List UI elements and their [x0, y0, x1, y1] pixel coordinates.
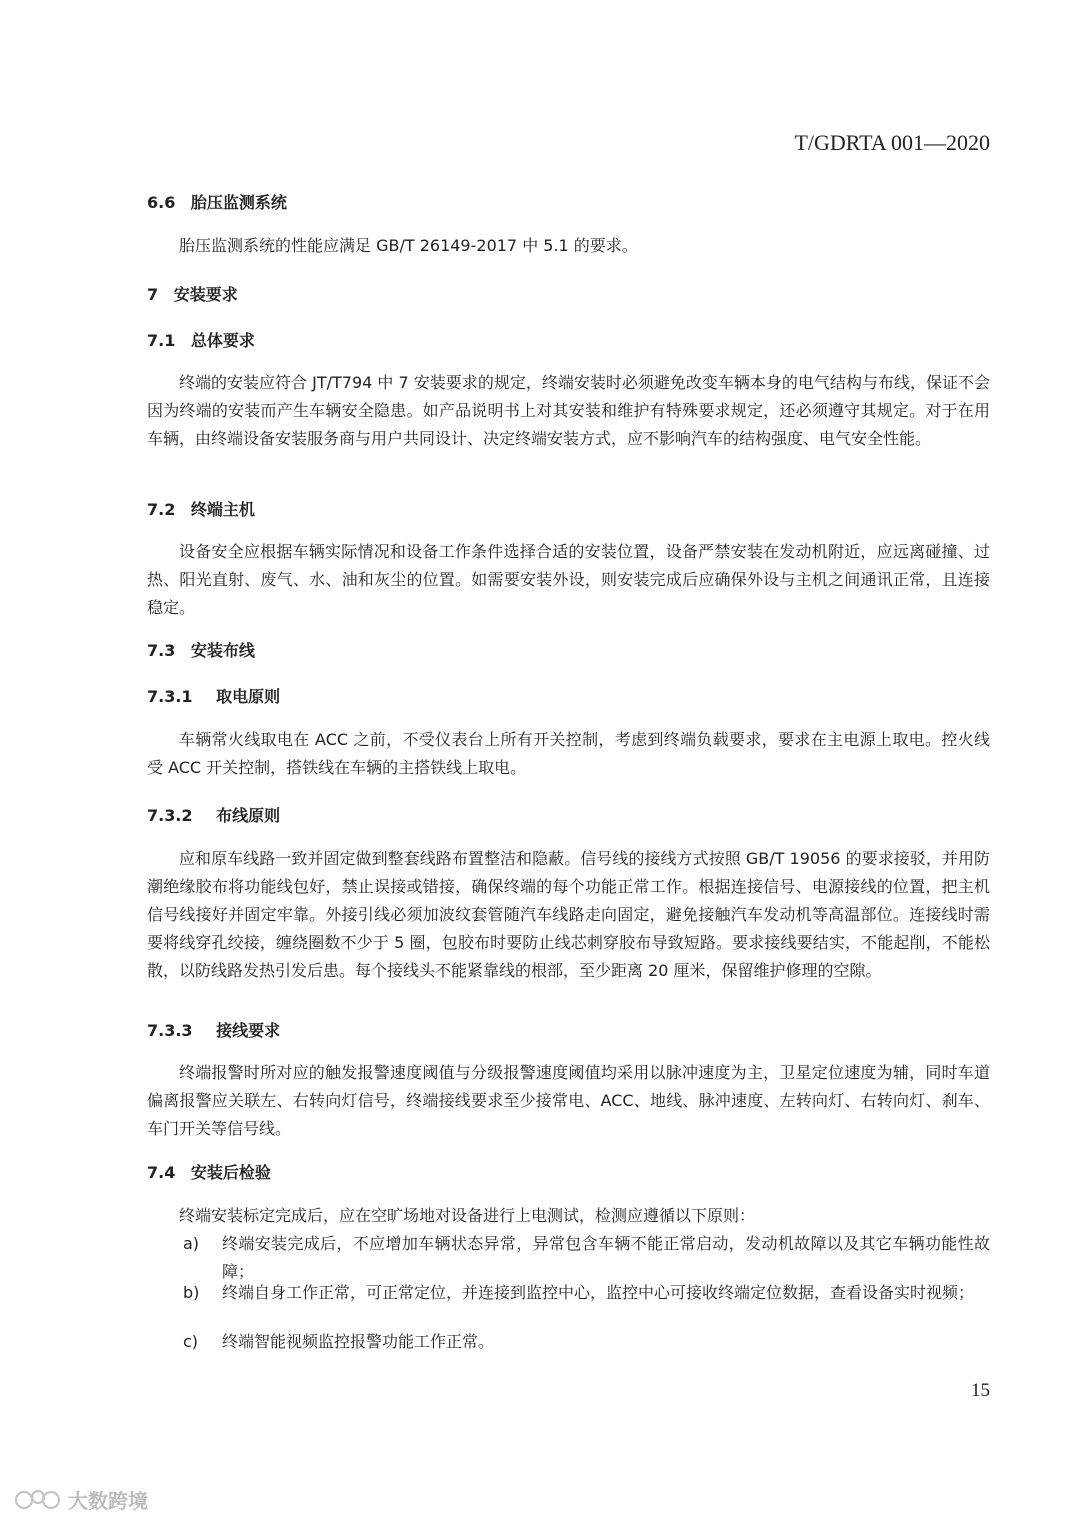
section-heading-7 [147, 282, 238, 305]
paragraph-7-3-2: 应和原车线路一致并固定做到整套线路布置整洁和隐蔽。信号线的接线方式按照 GB/T 19056 的要求接驳，并用防潮绝缘胶布将功能线包好，禁止误接或错接，确保终端的每个功能正常工作。根据连接信号、电源接线的位置，把主机信号线接好并固定牢靠。外接引线必须加波纹套管随汽车线路走向固定，避免接触汽车发动机等高温部位。连接线时需要将线穿孔绞接，缠绕圈数不少于 5 圈，包胶布时要防止线芯刺穿胶布导致短路。要求接线要结实，不能起削，不能松散，以防线路发热引发后患。每个接线头不能紧靠线的根部，至少距离 20 厘米，保留维护修理的空隙。 [147, 849, 990, 980]
section-number: 7.3.3 [147, 1021, 193, 1040]
list-marker: c) [183, 1332, 199, 1351]
section-heading-7-2 [147, 497, 255, 520]
list-item-text: 终端安装完成后，不应增加车辆状态异常，异常包含车辆不能正常启动，发动机故障以及其它车辆功能性故障； [222, 1234, 990, 1281]
section-number: 7.3.2 [147, 806, 193, 825]
section-heading-7-3-2 [147, 803, 280, 826]
list-item-text: 终端智能视频监控报警功能工作正常。 [222, 1332, 495, 1351]
section-number: 7.3.1 [147, 687, 193, 706]
section-title: 胎压监测系统 [190, 193, 287, 212]
document-code: T/GDRTA 001—2020 [794, 130, 990, 155]
section-heading-7-3-1 [147, 684, 280, 707]
paragraph-7-4: 终端安装标定完成后，应在空旷场地对设备进行上电测试，检测应遵循以下原则： [179, 1206, 756, 1225]
section-title: 布线原则 [216, 806, 281, 825]
section-title: 终端主机 [190, 500, 255, 519]
watermark-text: 大数跨境 [68, 1489, 148, 1513]
list-item-c [147, 1328, 990, 1356]
logo-icon [14, 1487, 62, 1513]
watermark [14, 1485, 148, 1514]
section-number: 7.1 [147, 331, 176, 350]
section-title: 安装布线 [190, 641, 255, 660]
section-number: 6.6 [147, 193, 176, 212]
section-number: 7.2 [147, 500, 176, 519]
section-title: 接线要求 [216, 1021, 281, 1040]
section-heading-7-1 [147, 328, 255, 351]
list-item-b [147, 1279, 990, 1307]
section-heading-7-3 [147, 638, 255, 661]
section-title: 总体要求 [190, 331, 255, 350]
section-number: 7 [147, 285, 159, 304]
paragraph-7-3-3: 终端报警时所对应的触发报警速度阈值与分级报警速度阈值均采用以脉冲速度为主，卫星定位速度为辅，同时车道偏离报警应关联左、右转向灯信号，终端接线要求至少接常电、ACC、地线、脉冲速度、左转向灯、右转向灯、刹车、车门开关等信号线。 [147, 1063, 990, 1138]
section-heading-7-3-3 [147, 1018, 280, 1041]
section-title: 安装要求 [173, 285, 238, 304]
section-heading-6-6 [147, 190, 287, 213]
section-title: 安装后检验 [190, 1163, 271, 1182]
section-number: 7.4 [147, 1163, 176, 1182]
paragraph-7-2: 设备安全应根据车辆实际情况和设备工作条件选择合适的安装位置，设备严禁安装在发动机附近，应远离碰撞、过热、阳光直射、废气、水、油和灰尘的位置。如需要安装外设，则安装完成后应确保外设与主机之间通讯正常，且连接稳定。 [147, 542, 990, 617]
page-number: 15 [971, 1380, 990, 1401]
paragraph-7-1: 终端的安装应符合 JT/T794 中 7 安装要求的规定，终端安装时必须避免改变车辆本身的电气结构与布线，保证不会因为终端的安装而产生车辆安全隐患。如产品说明书上对其安装和维护有特殊要求规定，还必须遵守其规定。对于在用车辆，由终端设备安装服务商与用户共同设计、决定终端安装方式，应不影响汽车的结构强度、电气安全性能。 [147, 373, 990, 448]
list-marker: b) [183, 1283, 200, 1302]
list-marker: a) [183, 1234, 200, 1253]
section-title: 取电原则 [216, 687, 281, 706]
paragraph-7-3-1: 车辆常火线取电在 ACC 之前，不受仪表台上所有开关控制，考虑到终端负载要求，要求在主电源上取电。控火线受 ACC 开关控制，搭铁线在车辆的主搭铁线上取电。 [147, 730, 990, 777]
section-number: 7.3 [147, 641, 176, 660]
list-item-text: 终端自身工作正常，可正常定位，并连接到监控中心，监控中心可接收终端定位数据，查看设备实时视频； [222, 1283, 975, 1302]
paragraph-6-6: 胎压监测系统的性能应满足 GB/T 26149-2017 中 5.1 的要求。 [179, 236, 638, 255]
section-heading-7-4 [147, 1160, 271, 1183]
list-item-a [147, 1230, 990, 1286]
